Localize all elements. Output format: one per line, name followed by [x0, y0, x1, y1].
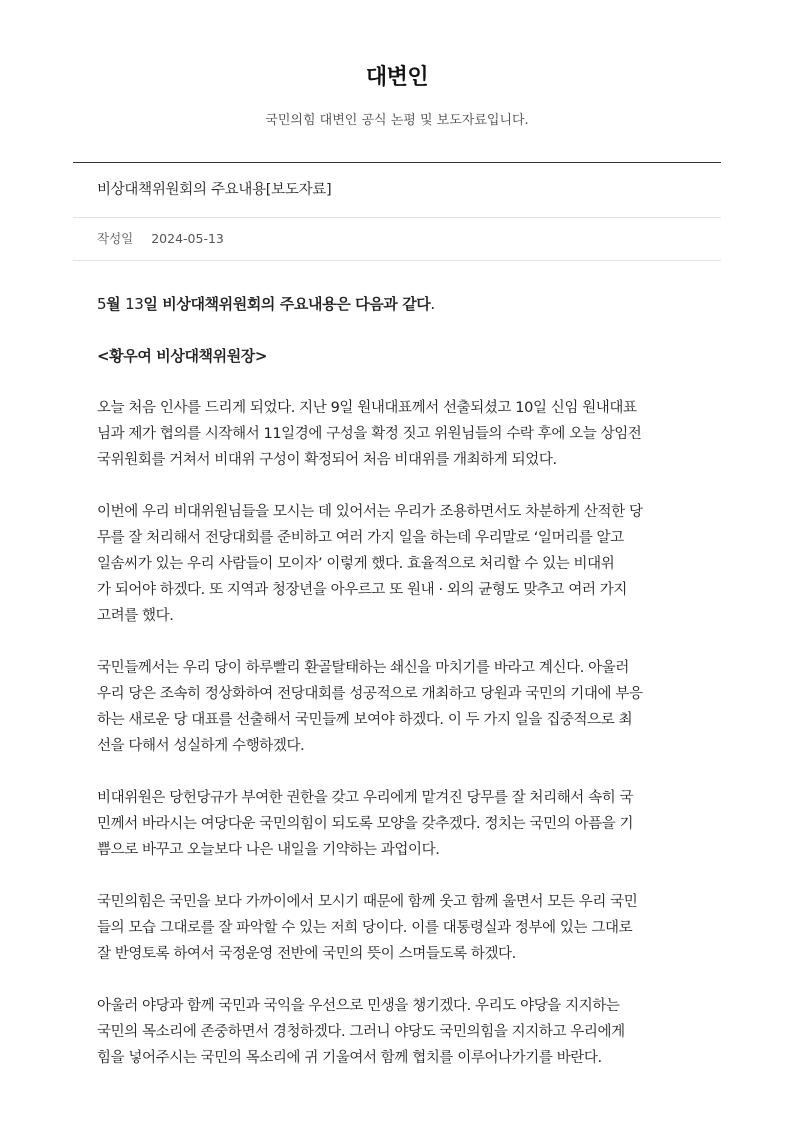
lead-month-word: 월 — [106, 295, 126, 313]
body-paragraph: 오늘 처음 인사를 드리게 되었다. 지난 9일 원내대표께서 선출되셨고 10일 신임 원내대표 님과 제가 협의를 시작해서 11일경에 구성을 확정 짓고 위원님들의 수락 후에 오늘 상임전 국위원회를 거쳐서 비대위 구성이 확정되어 처음 비대위를 개최하게 되었다. — [97, 400, 642, 468]
article-body — [73, 261, 721, 1071]
page-header — [0, 0, 794, 128]
body-paragraph: 국민들께서는 우리 당이 하루빨리 환골탈태하는 쇄신을 마치기를 바라고 계신다. 아울러 우리 당은 조속히 정상화하여 전당대회를 성공적으로 개최하고 당원과 국민의 기대에 부응 하는 새로운 당 대표를 선출해서 국민들께 보여야 하겠다. 이 두 가지 일을 집중적으로 최 선을 다해서 성실하게 수행하겠다. — [97, 660, 643, 754]
section-heading — [97, 343, 697, 369]
body-paragraph: 이번에 우리 비대위원님들을 모시는 데 있어서는 우리가 조용하면서도 차분하게 산적한 당 무를 잘 처리해서 전당대회를 준비하고 여러 가지 일을 하는데 우리말로 ‘일머리를 알고 일솜씨가 있는 우리 사람들이 모이자’ 이렇게 했다. 효율적으로 처리할 수 있는 비대위 가 되어야 하겠다. 또 지역과 청장년을 아우르고 또 원내 · 외의 균형도 맞추고 여러 가지 고려를 했다. — [97, 504, 643, 624]
section-heading-text: <황우여 비상대책위원장> — [97, 347, 268, 365]
date-label: 작성일 — [97, 231, 134, 246]
body-paragraph: 아울러 야당과 함께 국민과 국익을 우선으로 민생을 챙기겠다. 우리도 야당을 지지하는 국민의 목소리에 존중하면서 경청하겠다. 그러니 야당도 국민의힘을 지지하고 우리에게 힘을 넣어주시는 국민의 목소리에 귀 기울여서 함께 협치를 이루어나가기를 바란다. — [97, 998, 625, 1066]
lead-text: 일 비상대책위원회의 주요내용은 다음과 같다 — [143, 295, 431, 313]
body-paragraph: 비대위원은 당헌당규가 부여한 권한을 갖고 우리에게 맡겨진 당무를 잘 처리해서 속히 국 민께서 바라시는 여당다운 국민의힘이 되도록 모양을 갖추겠다. 정치는 국민의 아픔을 기 쁨으로 바꾸고 오늘보다 나은 내일을 기약하는 과업이다. — [97, 790, 634, 858]
post-meta — [73, 218, 721, 261]
lead-period: . — [430, 295, 435, 313]
post-date: 2024-05-13 — [151, 231, 224, 246]
lead-day-number: 13 — [125, 295, 144, 313]
site-subtitle: 국민의힘 대변인 공식 논평 및 보도자료입니다. — [265, 113, 529, 128]
article — [73, 162, 721, 1097]
site-title: 대변인 — [365, 65, 429, 90]
post-title: 비상대책위원회의 주요내용[보도자료] — [73, 163, 721, 218]
lead-month-number: 5 — [97, 295, 107, 313]
lead-sentence — [97, 291, 697, 317]
body-paragraph: 국민의힘은 국민을 보다 가까이에서 모시기 때문에 함께 웃고 함께 울면서 모든 우리 국민 들의 모습 그대로를 잘 파악할 수 있는 저희 당이다. 이를 대통령실과 정부에 있는 그대로 잘 반영토록 하여서 국정운영 전반에 국민의 뜻이 스며들도록 하겠다. — [97, 894, 638, 962]
